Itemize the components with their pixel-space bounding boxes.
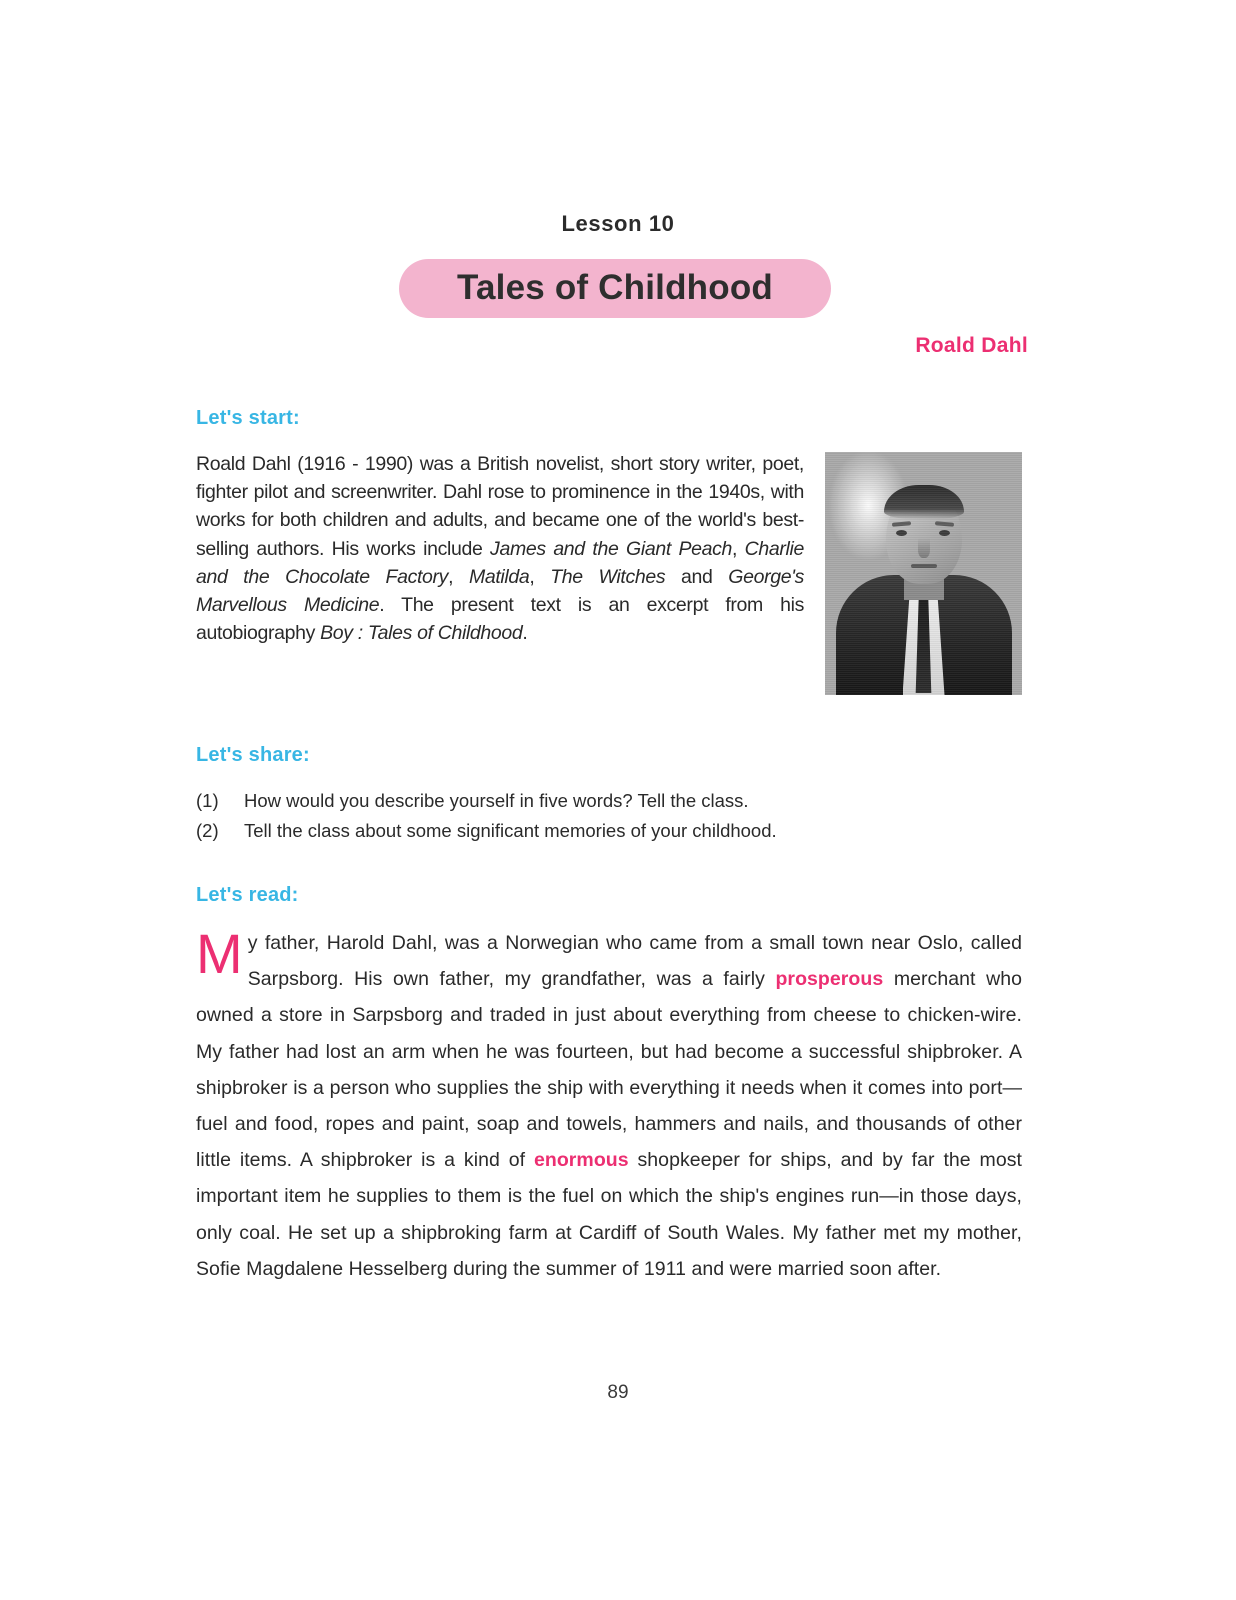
author-portrait-photo	[825, 452, 1022, 695]
intro-block	[196, 450, 1022, 695]
glossary-highlight-word: prosperous	[775, 968, 884, 991]
portrait-eye-right	[939, 530, 950, 536]
portrait-mouth	[911, 564, 937, 568]
page-number: 89	[607, 1382, 629, 1403]
intro-paragraph: Roald Dahl (1916 - 1990) was a British novelist, short story writer, poet, fighter pilot and screenwriter. Dahl rose to prominence in the 1940s, with works for both children and adults, and became one of the world's best-selling authors. His works include James and the Giant Peach, Charlie and the Chocolate Factory, Matilda, The Witches and George's Marvellous Medicine. The present text is an excerpt from his autobiography Boy : Tales of Childhood.	[196, 453, 805, 645]
portrait-eye-left	[896, 530, 907, 536]
drop-cap-letter: M	[196, 922, 243, 985]
glossary-highlight-word: enormous	[533, 1149, 629, 1172]
reading-passage-text: y father, Harold Dahl, was a Norwegian who came from a small town near Oslo, called Sarpsborg. His own father, my grandfather, was a fairly prosperous merchant who owned a store in Sarpsborg and traded in just about everything from cheese to chicken-wire. My father had lost an arm when he was fourteen, but had become a successful shipbroker. A shipbroker is a person who supplies the ship with everything it needs when it comes into port—fuel and food, ropes and paint, soap and towels, hammers and nails, and thousands of other little items. A shipbroker is a kind of enormous shopkeeper for ships, and by far the most important item he supplies to them is the fuel on which the ship's engines run—in those days, only coal. He set up a shipbroking farm at Cardiff of South Wales. My father met my mother, Sofie Magdalene Hesselberg during the summer of 1911 and were married soon after.	[196, 932, 1023, 1280]
list-item-text: Tell the class about some significant memories of your childhood.	[244, 820, 777, 841]
section-heading-lets-start: Let's start:	[196, 407, 300, 429]
section-heading-lets-read: Let's read:	[196, 884, 299, 906]
reading-passage	[196, 922, 1023, 1287]
list-item-number: (2)	[196, 820, 219, 841]
share-question-list	[196, 786, 1026, 846]
portrait-nose	[918, 538, 930, 558]
list-item	[196, 786, 1026, 816]
author-byline: Roald Dahl	[915, 334, 1028, 357]
list-item-number: (1)	[196, 790, 219, 811]
list-item	[196, 816, 1026, 846]
section-heading-lets-share: Let's share:	[196, 744, 310, 766]
lesson-title-banner	[399, 259, 831, 318]
list-item-text: How would you describe yourself in five words? Tell the class.	[244, 790, 749, 811]
page-title: Tales of Childhood	[457, 267, 773, 307]
lesson-number: Lesson 10	[561, 211, 675, 236]
